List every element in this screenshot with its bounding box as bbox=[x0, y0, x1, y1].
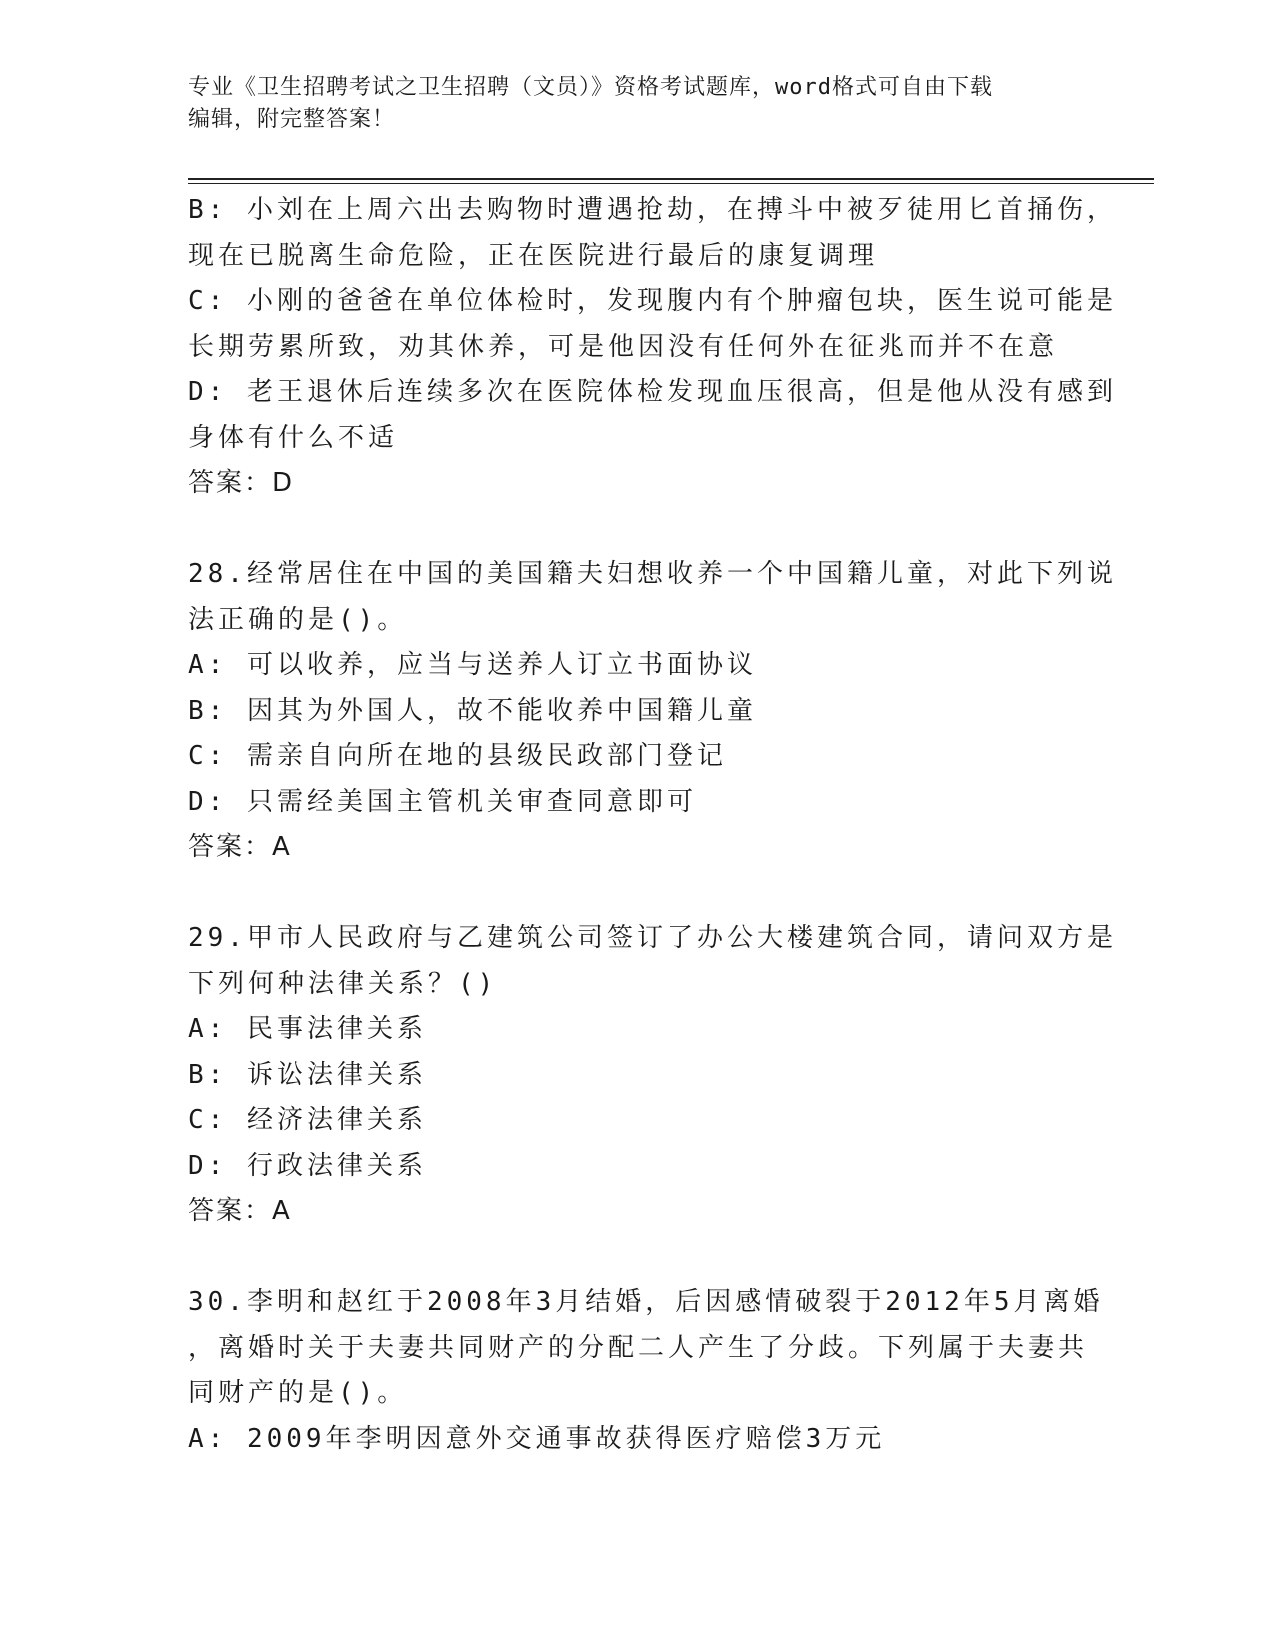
q27-answer: 答案：D bbox=[188, 468, 295, 498]
q28-option-b: B: 因其为外国人，故不能收养中国籍儿童 bbox=[188, 695, 757, 726]
q29-option-c: C: 经济法律关系 bbox=[188, 1105, 427, 1135]
header-line-1: 专业《卫生招聘考试之卫生招聘（文员）》资格考试题库，word格式可自由下载 bbox=[188, 75, 993, 100]
question-30-block bbox=[188, 1280, 1104, 1462]
question-content bbox=[188, 188, 1117, 1462]
q29-stem-line-2: 下列何种法律关系？() bbox=[188, 968, 498, 999]
q29-option-d: D: 行政法律关系 bbox=[188, 1150, 427, 1181]
spacer bbox=[188, 507, 1088, 553]
q27-option-d-line-2: 身体有什么不适 bbox=[188, 422, 399, 453]
header-line-2: 编辑，附完整答案！ bbox=[188, 107, 396, 132]
q27-option-b-line-2: 现在已脱离生命危险，正在医院进行最后的康复调理 bbox=[188, 240, 879, 271]
q29-option-a: A: 民事法律关系 bbox=[188, 1014, 427, 1044]
q28-stem-line-1: 28.经常居住在中国的美国籍夫妇想收养一个中国籍儿童，对此下列说 bbox=[188, 559, 1117, 589]
spacer bbox=[188, 871, 1088, 917]
spacer bbox=[188, 1235, 1088, 1281]
header-divider-thin bbox=[188, 183, 1154, 184]
q27-option-c-line-1: C: 小刚的爸爸在单位体检时，发现腹内有个肿瘤包块，医生说可能是 bbox=[188, 286, 1117, 316]
q27-option-b-line-1: B: 小刘在上周六出去购物时遭遇抢劫，在搏斗中被歹徒用匕首捅伤， bbox=[188, 195, 1117, 225]
q29-answer: 答案：A bbox=[188, 1196, 292, 1226]
q29-stem-line-1: 29.甲市人民政府与乙建筑公司签订了办公大楼建筑合同，请问双方是 bbox=[188, 923, 1117, 953]
q27-option-d-line-1: D: 老王退休后连续多次在医院体检发现血压很高，但是他从没有感到 bbox=[188, 377, 1117, 407]
q30-stem-line-3: 同财产的是()。 bbox=[188, 1378, 408, 1408]
q30-stem-line-1: 30.李明和赵红于2008年3月结婚，后因感情破裂于2012年5月离婚 bbox=[188, 1287, 1104, 1317]
document-header bbox=[188, 72, 1088, 136]
q28-option-d: D: 只需经美国主管机关审查同意即可 bbox=[188, 786, 697, 817]
q29-option-b: B: 诉讼法律关系 bbox=[188, 1059, 427, 1090]
q28-answer: 答案：A bbox=[188, 832, 292, 862]
q28-option-c: C: 需亲自向所在地的县级民政部门登记 bbox=[188, 741, 727, 771]
question-28-block bbox=[188, 552, 1117, 871]
q30-stem-line-2: ，离婚时关于夫妻共同财产的分配二人产生了分歧。下列属于夫妻共 bbox=[188, 1332, 1089, 1363]
header-divider-thick bbox=[188, 178, 1154, 180]
q30-option-a: A: 2009年李明因意外交通事故获得医疗赔偿3万元 bbox=[188, 1423, 886, 1454]
q27-option-c-line-2: 长期劳累所致，劝其休养，可是他因没有任何外在征兆而并不在意 bbox=[188, 331, 1059, 362]
question-27-block bbox=[188, 188, 1117, 507]
question-29-block bbox=[188, 916, 1117, 1235]
q28-stem-line-2: 法正确的是()。 bbox=[188, 604, 408, 635]
q28-option-a: A: 可以收养，应当与送养人订立书面协议 bbox=[188, 650, 757, 680]
